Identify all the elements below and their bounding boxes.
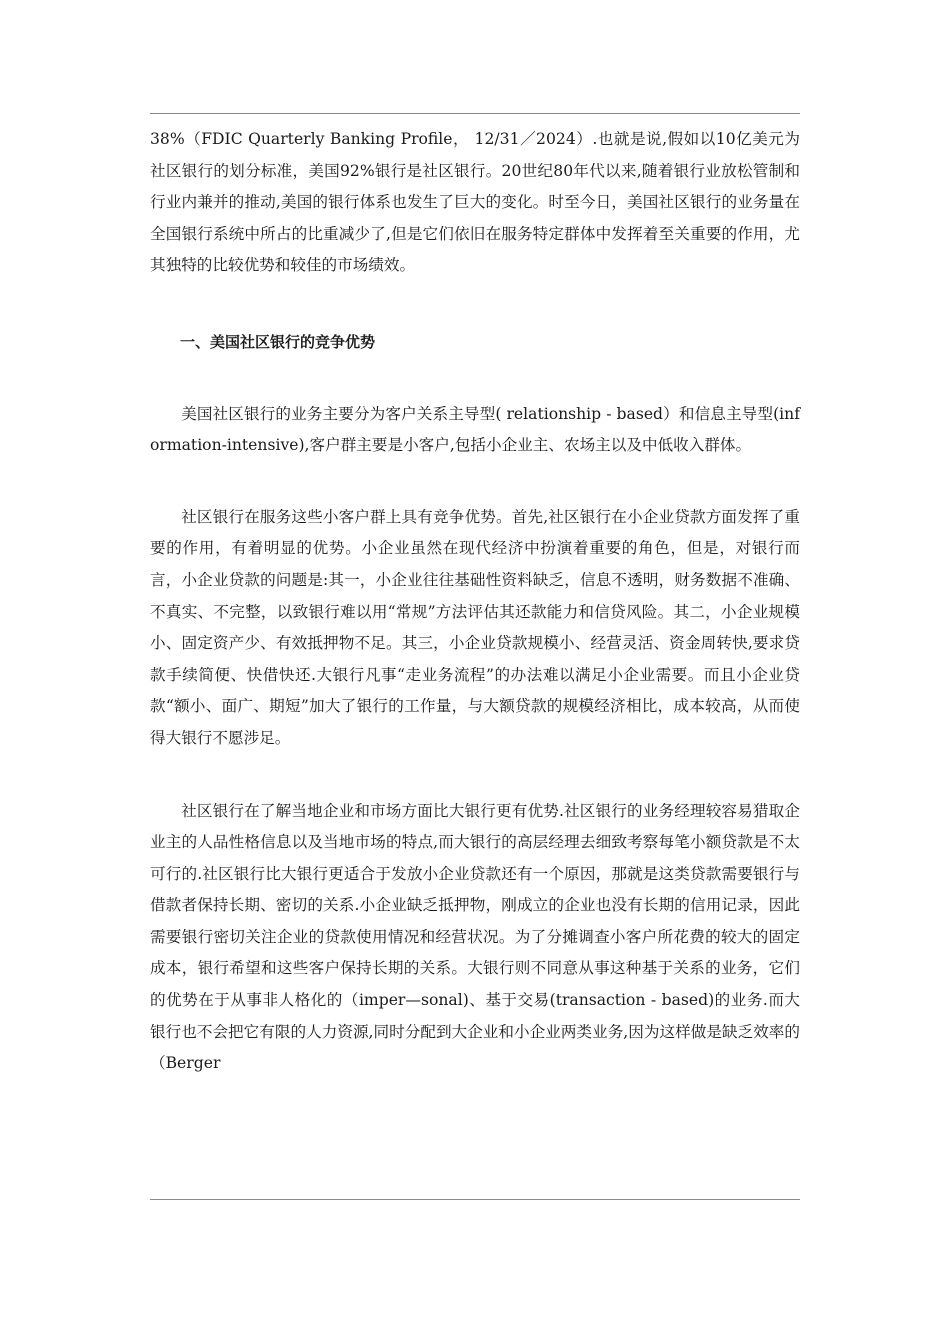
section-heading: 一、美国社区银行的竞争优势 (180, 332, 376, 351)
document-body (150, 124, 800, 1080)
footer-rule (150, 1199, 800, 1200)
paragraph-intro: 38%（FDIC Quarterly Banking Profile， 12/31／2024）.也就是说,假如以10亿美元为社区银行的划分标准，美国92%银行是社区银行。20世纪80年代以来,随着银行业放松管制和行业内兼并的推动,美国的银行体系也发生了巨大的变化。时至今日，美国社区银行的业务量在全国银行系统中所占的比重减少了,但是它们依旧在服务特定群体中发挥着至关重要的作用，尤其独特的比较优势和较佳的市场绩效。 (150, 130, 800, 275)
paragraph-small-business-lending: 社区银行在服务这些小客户群上具有竞争优势。首先,社区银行在小企业贷款方面发挥了重要的作用，有着明显的优势。小企业虽然在现代经济中扮演着重要的角色，但是，对银行而言，小企业贷款的问题是:其一，小企业往往基础性资料缺乏，信息不透明，财务数据不准确、不真实、不完整，以致银行难以用“常规”方法评估其还款能力和信贷风险。其二，小企业规模小、固定资产少、有效抵押物不足。其三，小企业贷款规模小、经营灵活、资金周转快,要求贷款手续简便、快借快还.大银行凡事“走业务流程”的办法难以满足小企业需要。而且小企业贷款“额小、面广、期短”加大了银行的工作量，与大额贷款的规模经济相比，成本较高，从而使得大银行不愿涉足。 (150, 507, 800, 747)
paragraph-business-types: 美国社区银行的业务主要分为客户关系主导型( relationship - based）和信息主导型(information-intensive),客户群主要是小客户,包括小企业主、农场主以及中低收入群体。 (150, 404, 800, 455)
header-rule (150, 113, 800, 114)
paragraph-local-knowledge: 社区银行在了解当地企业和市场方面比大银行更有优势.社区银行的业务经理较容易猎取企业主的人品性格信息以及当地市场的特点,而大银行的高层经理去细致考察每笔小额贷款是不太可行的.社区银行比大银行更适合于发放小企业贷款还有一个原因，那就是这类贷款需要银行与借款者保持长期、密切的关系.小企业缺乏抵押物，刚成立的企业也没有长期的信用记录，因此需要银行密切关注企业的贷款使用情况和经营状况。为了分摊调查小客户所花费的较大的固定成本，银行希望和这些客户保持长期的关系。大银行则不同意从事这种基于关系的业务，它们的优势在于从事非人格化的（imper—sonal)、基于交易(transaction - based)的业务.而大银行也不会把它有限的人力资源,同时分配到大企业和小企业两类业务,因为这样做是缺乏效率的（Berger (150, 801, 800, 1073)
